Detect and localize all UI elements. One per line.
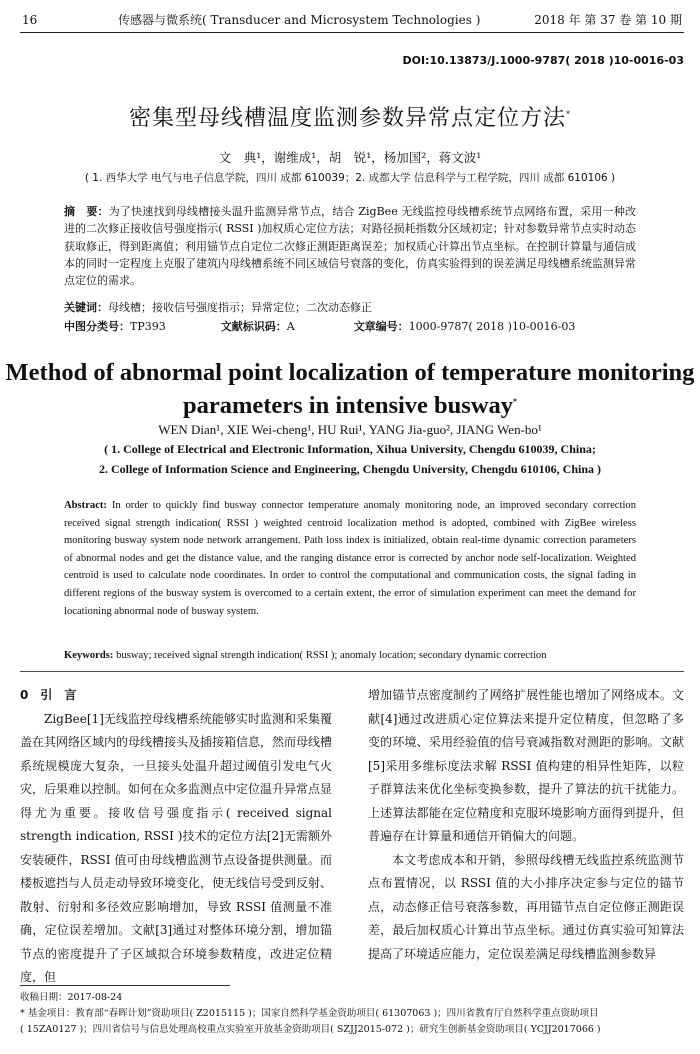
page-number: 16 <box>22 13 38 27</box>
received-date: 收稿日期：2017-08-24 <box>20 992 123 1003</box>
doc-code-value: A <box>286 320 295 333</box>
doi[interactable]: DOI:10.13873/J.1000-9787( 2018 )10-0016-03 <box>402 54 684 67</box>
chinese-abstract <box>64 203 636 289</box>
chinese-abstract-text: 为了快速找到母线槽接头温升监测异常节点，结合 ZigBee 无线监控母线槽系统节点网络布置，采用一种改进的二次修正接收信号强度指示( RSSI )加权质心定位方法；对路径损耗指数分区域初定；针对参数异常节点实时动态获取修正，得到距离值；利用锚节点自定位二次修正测距距离误差；加权质心计算出节点坐标。在控制计算量与通信成本的同时一定程度上克服了建筑内母线槽系统不同区域信号衰落的变化，仿真实验得到的误差满足母线槽系统监测异常点定位的需求。 <box>64 205 637 288</box>
fund-line-1: * 基金项目：教育部“春晖计划”资助项目( Z2015115 )；国家自然科学基金资助项目( 61307063 )；四川省教育厅自然科学重点资助项目 <box>20 1008 599 1019</box>
left-column <box>20 684 332 990</box>
chinese-title-text: 密集型母线槽温度监测参数异常点定位方法 <box>128 106 566 131</box>
journal-name: 传感器与微系统( Transducer and Microsystem Technologies ) <box>118 13 481 27</box>
chinese-keywords-label: 关键词： <box>64 301 108 314</box>
section-heading-introduction: 0 引 言 <box>20 688 77 702</box>
intro-paragraph-left: ZigBee[1]无线监控母线槽系统能够实时监测和采集覆盖在其网络区域内的母线槽接头及插接箱信息，然而母线槽系统规模庞大复杂，一旦接头处温升超过阈值引发电气火灾，后果难以控制。如何在众多监测点中定位温升异常点显得尤为重要。接收信号强度指示( received signal strength indication, RSSI )技术的定位方法[2]无需额外安装硬件，RSSI 值可由母线槽监测节点设备提供测量。而楼板遮挡与人员走动导致环境变化，使无线信号受到反射、散射、衍射和多径效应影响增加，导致 RSSI 值测量不准确，定位误差增加。文献[3]通过对整体环境分割，增加锚节点的密度提升了子区域拟合环境参数精度，改进定位精度，但 <box>20 711 333 984</box>
clc-value: TP393 <box>130 320 166 333</box>
english-title-text: Method of abnormal point localization of temperature monitoring parameters in intensive busway <box>5 359 695 419</box>
article-no-value: 1000-9787( 2018 )10-0016-03 <box>408 320 576 333</box>
right-column <box>368 684 684 966</box>
english-affiliation-2: 2. College of Information Science and Engineering, Chengdu University, Chengdu 610106, China ) <box>98 462 602 476</box>
intro-paragraph-right-1: 增加锚节点密度制约了网络扩展性能也增加了网络成本。文献[4]通过改进质心定位算法来提升定位精度，但忽略了多变的环境、采用经验值的信号衰减指数对测距的影响。文献[5]采用多维标度法求解 RSSI 值构建的相异性矩阵，以粒子群算法来优化坐标变换参数，提升了算法的抗干扰能力。上述算法都能在定位精度和克服环境影响方面得到提升，但普遍存在计算量和通信开销偏大的问题。 <box>368 688 684 843</box>
chinese-keywords-text: 母线槽；接收信号强度指示；异常定位；二次动态修正 <box>108 301 372 314</box>
english-title-mark: * <box>513 396 518 406</box>
english-authors: WEN Dian¹, XIE Wei-cheng¹, HU Rui¹, YANG Jia-guo², JIANG Wen-bo¹ <box>158 422 542 437</box>
clc-label: 中图分类号： <box>64 320 130 333</box>
english-abstract-label: Abstract: <box>64 500 107 511</box>
chinese-abstract-label: 摘 要： <box>64 205 109 218</box>
english-keywords-label: Keywords: <box>64 650 114 661</box>
classification-line <box>64 318 636 335</box>
section-separator <box>20 671 684 672</box>
chinese-authors: 文 典¹，谢维成¹，胡 锐¹，杨加国²，蒋文波¹ <box>218 150 482 165</box>
chinese-title <box>0 104 700 134</box>
chinese-keywords <box>64 299 636 316</box>
intro-paragraph-right-2: 本文考虑成本和开销，参照母线槽无线监控系统监测节点布置情况，以 RSSI 值的大小排序决定参与定位的锚节点，动态修正信号衰落参数，再用锚节点自定位修正测距误差，最后加权质心计算出节点坐标。通过仿真实验可知算法提高了环境适应能力，定位误差满足母线槽监测参数异 <box>368 852 684 961</box>
article-no-label: 文章编号： <box>353 320 409 333</box>
chinese-title-mark: * <box>566 109 571 119</box>
chinese-affiliation: ( 1. 西华大学 电气与电子信息学院，四川 成都 610039；2. 成都大学 信息科学与工程学院，四川 成都 610106 ) <box>84 172 616 184</box>
english-keywords <box>64 650 664 661</box>
issue-info: 2018 年 第 37 卷 第 10 期 <box>534 13 682 27</box>
doc-code-label: 文献标识码： <box>220 320 287 333</box>
english-title <box>0 356 700 422</box>
english-affiliation-1: ( 1. College of Electrical and Electronic Information, Xihua University, Chengdu 610039, China; <box>104 442 596 456</box>
english-abstract <box>64 497 636 620</box>
english-keywords-text: busway; received signal strength indication( RSSI ); anomaly location; secondary dynamic correction <box>116 650 547 661</box>
footnote-rule <box>20 985 230 986</box>
header-rule <box>20 32 684 33</box>
english-abstract-text: In order to quickly find busway connector temperature anomaly monitoring node, an improved secondary correction received signal strength indication( RSSI ) weighted centroid localization method is adopted, combined with ZigBee wireless monitoring busway system node network arrangement. Path loss index is initialized, obtain real-time dynamic correction parameters of abnormal nodes and get the distance value, and the ranging distance error is corrected by anchor node self-localization. Weighted centroid is used to calculate node coordinates. In order to control the computational and communication costs, the signal fading in different regions of the busway system is overcomed to a certain extent, the error of simulation experiment can meet the demand for locationing abnormal node of busway system. <box>64 500 636 617</box>
fund-line-2: ( 15ZA0127 )；四川省信号与信息处理高校重点实验室开放基金资助项目( SZJJ2015-072 )；研究生创新基金资助项目( YCJJ2017066 ) <box>20 1024 601 1035</box>
